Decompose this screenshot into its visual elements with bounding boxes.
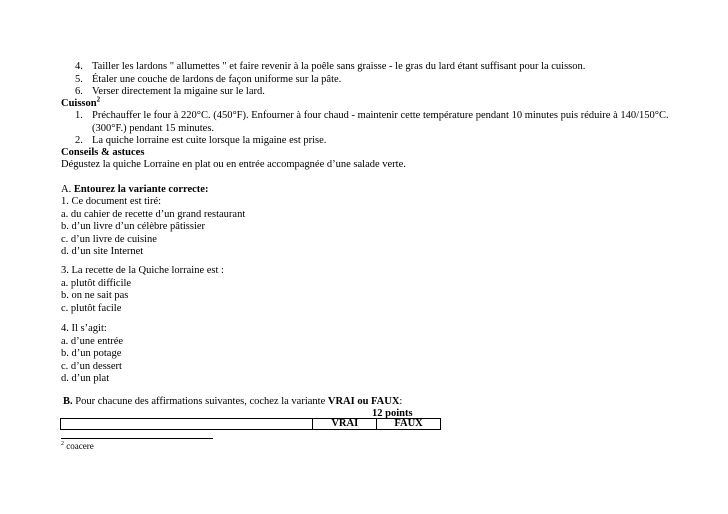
question-3 bbox=[61, 265, 691, 315]
question-4 bbox=[61, 323, 691, 386]
step-number: 5. bbox=[75, 73, 83, 85]
section-b-instruction-bold: VRAI ou FAUX bbox=[327, 396, 400, 407]
answer-option[interactable]: d. d’un site Internet bbox=[61, 246, 144, 257]
step-number: 4. bbox=[75, 61, 83, 72]
points-label: 12 points bbox=[372, 408, 413, 419]
cuisson-steps bbox=[62, 110, 702, 148]
answer-option[interactable]: b. d’un livre d’un célèbre pâtissier bbox=[61, 221, 206, 232]
step-number: 6. bbox=[75, 86, 83, 97]
cuisson-title: Cuisson bbox=[61, 98, 97, 109]
answer-option[interactable]: a. plutôt difficile bbox=[61, 277, 132, 289]
answer-option[interactable]: c. plutôt facile bbox=[61, 302, 122, 314]
step-item bbox=[62, 61, 682, 74]
footnote-number: 2 bbox=[61, 441, 64, 447]
footnote-divider bbox=[61, 438, 213, 439]
cuisson-heading bbox=[61, 95, 691, 111]
step-item bbox=[62, 74, 682, 87]
section-a-instruction: Entourez la variante correcte: bbox=[73, 184, 209, 195]
footnote-ref: 2 bbox=[96, 95, 101, 104]
answer-option[interactable]: a. d’une entrée bbox=[61, 335, 124, 347]
step-number: 1. bbox=[75, 110, 83, 121]
question-text: 4. Il s’agit: bbox=[61, 323, 107, 334]
step-text: Étaler une couche de lardons de façon uniforme sur la pâte. bbox=[92, 73, 342, 85]
answer-option[interactable]: d. d’un plat bbox=[61, 373, 110, 384]
answer-option[interactable]: c. d’un livre de cuisine bbox=[61, 233, 157, 245]
footnote bbox=[61, 441, 94, 452]
table-header-row bbox=[61, 419, 441, 430]
step-text: Tailler les lardons " allumettes " et faire revenir à la poêle sans graisse - le gras du lard étant suffisant pour la cuisson. bbox=[92, 61, 586, 72]
preparation-steps bbox=[62, 61, 682, 99]
step-text-continued: (300°F.) pendant 15 minutes. bbox=[92, 122, 215, 134]
question-text: 3. La recette de la Quiche lorraine est : bbox=[61, 265, 224, 276]
true-false-table bbox=[60, 418, 441, 430]
false-column-header: FAUX bbox=[377, 419, 441, 430]
statement-header-cell bbox=[61, 419, 313, 430]
step-number: 2. bbox=[75, 135, 83, 146]
answer-option[interactable]: a. du cahier de recette d’un grand restaurant bbox=[61, 208, 246, 220]
step-text: La quiche lorraine est cuite lorsque la migaine est prise. bbox=[92, 135, 327, 146]
question-1 bbox=[61, 196, 691, 259]
true-column-header: VRAI bbox=[313, 419, 377, 430]
step-text: Préchauffer le four à 220°C. (450°F). Enfourner à four chaud - maintenir cette température pendant 10 minutes puis réduire à 140/150°C. bbox=[92, 110, 669, 121]
step-text: Verser directement la migaine sur le lard. bbox=[92, 86, 265, 97]
section-b-heading bbox=[63, 396, 693, 409]
conseils-heading: Conseils & astuces bbox=[61, 147, 145, 158]
step-item bbox=[62, 110, 702, 135]
answer-option[interactable]: b. on ne sait pas bbox=[61, 290, 129, 301]
answer-option[interactable]: c. d’un dessert bbox=[61, 360, 122, 372]
section-a-heading bbox=[61, 184, 691, 197]
conseils-text: Dégustez la quiche Lorraine en plat ou en entrée accompagnée d’une salade verte. bbox=[61, 159, 406, 170]
answer-option[interactable]: b. d’un potage bbox=[61, 348, 122, 359]
section-b-letter: B. bbox=[63, 396, 73, 407]
footnote-text: coacere bbox=[66, 441, 94, 451]
section-b-instruction: Pour chacune des affirmations suivantes, cochez la variante bbox=[75, 396, 326, 407]
section-a-letter: A. bbox=[61, 184, 72, 195]
step-item bbox=[62, 86, 682, 99]
step-item bbox=[62, 135, 702, 148]
section-b-instruction-end: : bbox=[399, 396, 403, 407]
question-text: 1. Ce document est tiré: bbox=[61, 196, 162, 207]
